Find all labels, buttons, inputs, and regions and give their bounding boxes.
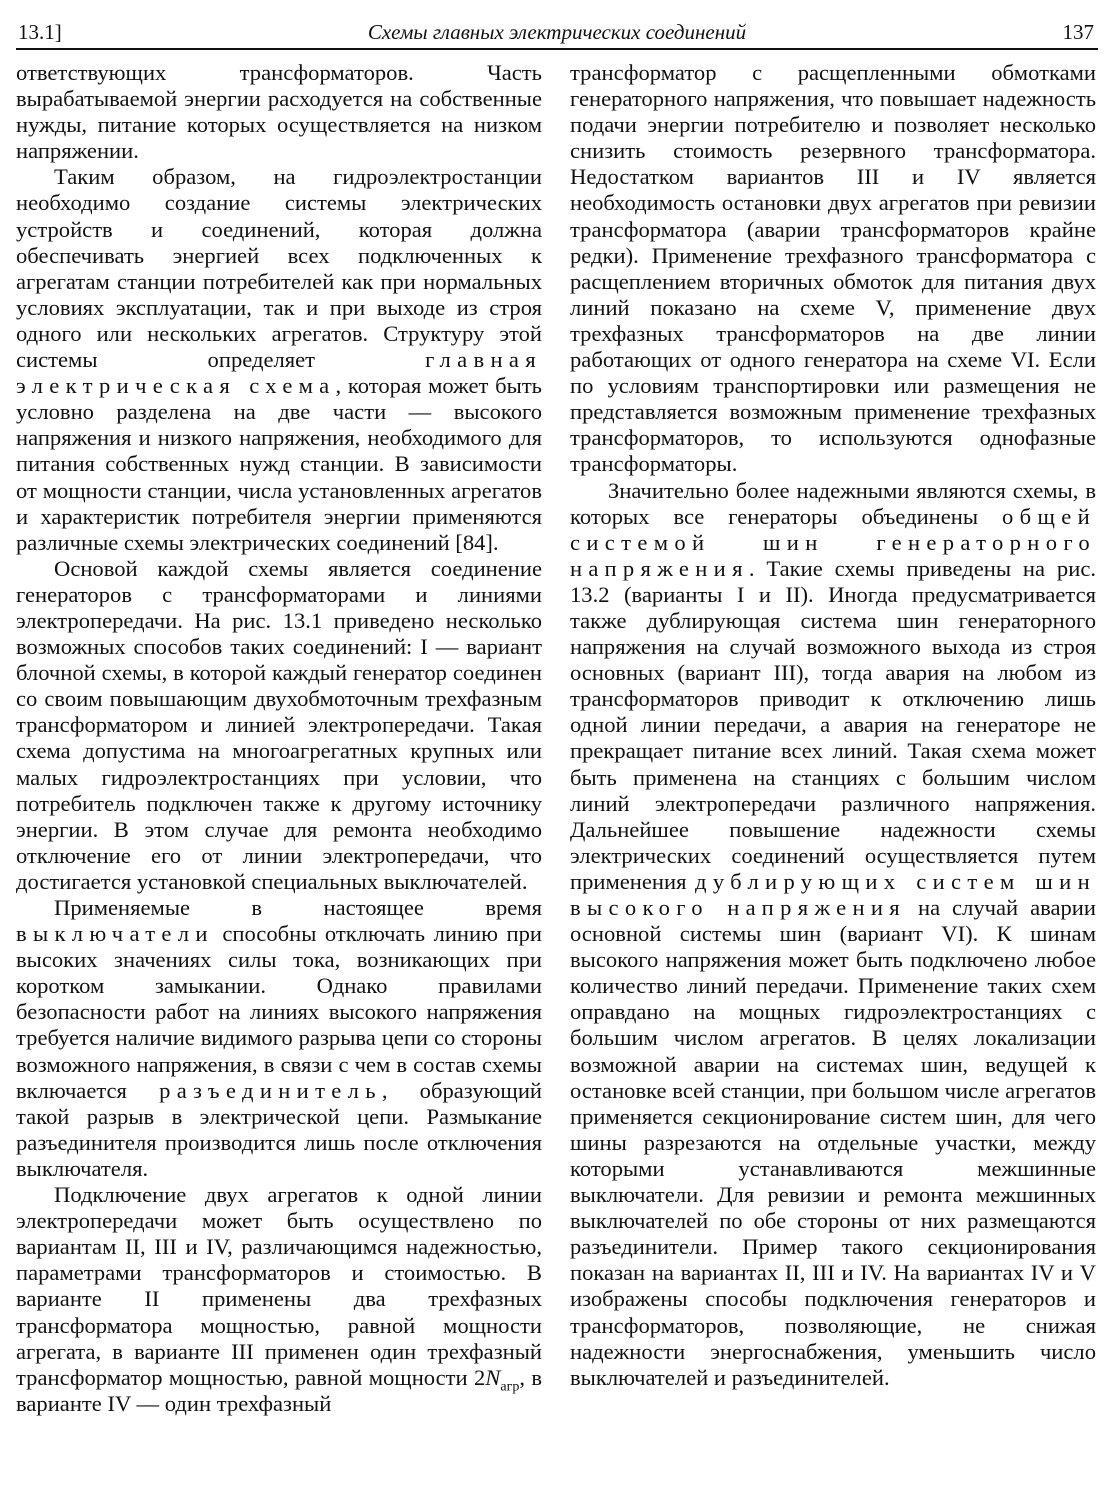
right-column xyxy=(570,60,1096,1391)
spaced-term: дублирующих систем шин высокого напряжения xyxy=(570,868,1096,920)
text-run: , в варианте IV — один трехфазный xyxy=(16,1364,542,1416)
page-header xyxy=(16,18,1098,50)
spaced-term: общей системой шин генераторного напряжения xyxy=(570,503,1096,581)
math-symbol: N xyxy=(485,1364,501,1390)
section-number: 13.1] xyxy=(18,20,62,44)
left-column xyxy=(16,60,542,1417)
text-run: . Такие схемы приведены на рис. 13.2 (варианты I и II). Иногда предусматривается также дублирующая система шин генераторного напряжения на случай возможного выхода из строя основных (вариант III), тогда авария на любом из трансформаторов приводит к отключению лишь одной линии передачи, а авария на генераторе не прекращает питание всех линий. Такая схема может быть применена на станциях с большим числом линий электропередачи различного напряжения. Дальнейшее повышение надежности схемы электрических соединений осуществляется путем применения xyxy=(570,555,1096,894)
page-number: 137 xyxy=(1062,20,1094,44)
paragraph xyxy=(16,164,542,555)
text-run: Значительно более надежными являются схемы, в которых все генераторы объединены xyxy=(570,477,1096,529)
paragraph: трансформатор с расщепленными обмотками генераторного напряжения, что повышает надежность подачи энергии потребителю и позволяет несколько снизить стоимость резервного трансформатора. Недостатком вариантов III и IV является необходимость остановки двух агрегатов при ревизии трансформатора (аварии трансформаторов крайне редки). Применение трехфазного трансформатора с расщеплением вторичных обмоток для питания двух линий показано на схеме V, применение двух трехфазных трансформаторов на две линии работающих от одного генератора на схеме VI. Если по условиям транспортировки или размещения не представляется возможным применение трехфазных трансформаторов, то используются однофазные трансформаторы. xyxy=(570,60,1096,477)
paragraph xyxy=(570,478,1096,1391)
paragraph: ответствующих трансформаторов. Часть вырабатываемой энергии расходуется на собственные нужды, питание которых осуществляется на низком напряжении. xyxy=(16,60,542,164)
math-subscript: агр xyxy=(500,1379,520,1395)
paragraph xyxy=(16,1182,542,1417)
text-run: Подключение двух агрегатов к одной линии электропередачи может быть осуществлено по вариантам II, III и IV, различающимся надежностью, параметрами трансформаторов и стоимостью. В варианте II применены два трехфазных трансформатора мощностью, равной мощности агрегата, в варианте III применен один трехфазный трансформатор мощностью, равной мощности 2 xyxy=(16,1182,542,1390)
text-run: , образующий такой разрыв в электрической цепи. Размыкание разъединителя производится лишь после отключения выключателя. xyxy=(16,1077,542,1181)
text-run: способны отключать линию при высоких значениях силы тока, возникающих при коротком замыкании. Однако правилами безопасности работ на линиях высокого напряжения требуется наличие видимого разрыва цепи со стороны возможного напряжения, в связи с чем в состав схемы включается xyxy=(16,921,542,1103)
text-run: , которая может быть условно разделена на две части — высокого напряжения и низкого напряжения, необходимого для питания собственных нужд станции. В зависимости от мощности станции, числа установленных агрегатов и характеристик потребителя энергии применяются различные схемы электрических соединений [84]. xyxy=(16,373,542,555)
spaced-term: разъединитель xyxy=(159,1077,382,1103)
spaced-term: выключатели xyxy=(16,921,214,947)
spaced-term: главная электрическая схема xyxy=(16,347,542,399)
text-run: Таким образом, на гидроэлектростанции необходимо создание системы электрических устройств и соединений, которая должна обеспечивать энергией всех подключенных к агрегатам станции потребителей как при нормальных условиях эксплуатации, так и при выходе из строя одного или нескольких агрегатов. Структуру этой системы определяет xyxy=(16,164,542,373)
text-run: на случай аварии основной системы шин (вариант VI). К шинам высокого напряжения может быть подключено любое количество линий передачи. Применение таких схем оправдано на мощных гидроэлектростанциях с большим числом агрегатов. В целях локализации возможной аварии на системах шин, ведущей к остановке всей станции, при большом числе агрегатов применяется секционирование систем шин, для чего шины разрезаются на отдельные участки, между которыми устанавливаются межшинные выключатели. Для ревизии и ремонта межшинных выключателей по обе стороны от них размещаются разъединители. Пример такого секционирования показан на вариантах II, III и IV. На вариантах IV и V изображены способы подключения генераторов и трансформаторов, позволяющие, не снижая надежности энергоснабжения, уменьшить число выключателей и разъединителей. xyxy=(570,895,1096,1390)
text-run: Применяемые в настоящее время xyxy=(54,895,542,920)
paragraph: Основой каждой схемы является соединение генераторов с трансформаторами и линиями электропередачи. На рис. 13.1 приведено несколько возможных способов таких соединений: I — вариант блочной схемы, в которой каждый генератор соединен со своим повышающим двухобмоточным трехфазным трансформатором и линией электропередачи. Такая схема допустима на многоагрегатных крупных или малых гидроэлектростанциях при условии, что потребитель подключен также к другому источнику энергии. В этом случае для ремонта необходимо отключение его от линии электропередачи, что достигается установкой специальных выключателей. xyxy=(16,555,542,894)
paragraph xyxy=(16,895,542,1182)
running-title: Схемы главных электрических соединений xyxy=(367,20,747,44)
